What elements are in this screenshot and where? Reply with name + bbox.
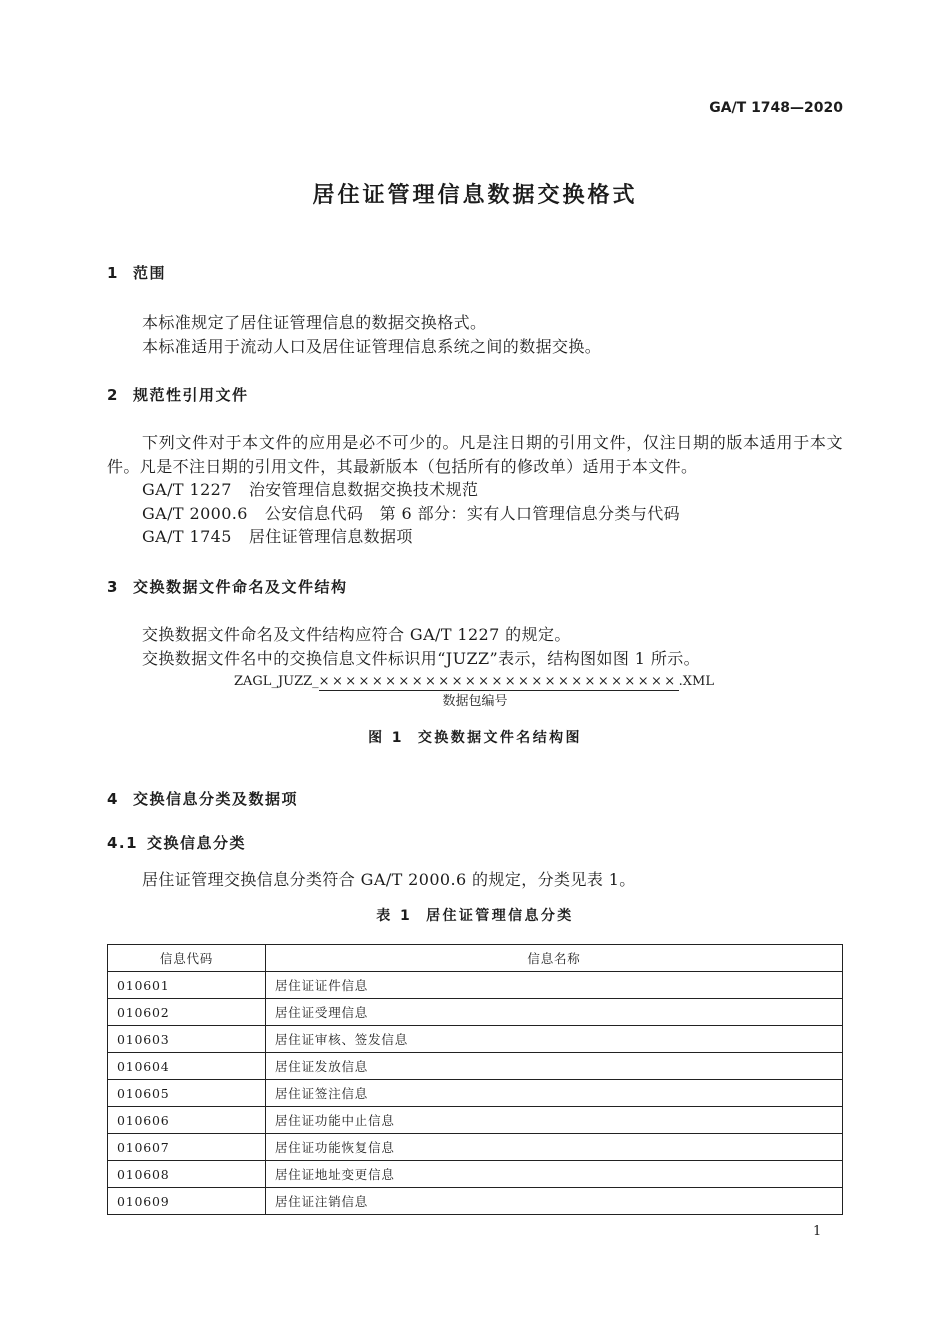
table-row <box>108 1026 843 1053</box>
section-4-1-paragraph: 居住证管理交换信息分类符合 GA/T 2000.6 的规定，分类见表 1。 <box>142 870 636 889</box>
section-4-heading: 交换信息分类及数据项 <box>133 790 299 808</box>
info-code-cell: 010606 <box>108 1107 266 1134</box>
info-name-cell: 居住证功能恢复信息 <box>266 1134 843 1161</box>
page-number: 1 <box>813 1224 822 1239</box>
figure-title: 交换数据文件名结构图 <box>417 730 582 746</box>
table-row <box>108 1080 843 1107</box>
reference-item <box>142 478 478 502</box>
reference-code: GA/T 2000.6 <box>142 504 248 523</box>
section-4-1-heading: 交换信息分类 <box>147 834 247 852</box>
table-header-code: 信息代码 <box>108 945 266 972</box>
table-row <box>108 1107 843 1134</box>
section-1-paragraph: 本标准适用于流动人口及居住证管理信息系统之间的数据交换。 <box>142 337 602 356</box>
placeholder-label: 数据包编号 <box>442 694 508 709</box>
reference-code: GA/T 1745 <box>142 527 232 546</box>
filename-suffix: .XML <box>678 674 715 689</box>
info-name-cell: 居住证证件信息 <box>266 972 843 999</box>
info-name-cell: 居住证审核、签发信息 <box>266 1026 843 1053</box>
classification-table <box>107 944 843 1215</box>
info-name-cell: 居住证受理信息 <box>266 999 843 1026</box>
info-code-cell: 010603 <box>108 1026 266 1053</box>
info-code-cell: 010605 <box>108 1080 266 1107</box>
info-name-cell: 居住证签注信息 <box>266 1080 843 1107</box>
table-row <box>108 1134 843 1161</box>
info-name-cell: 居住证地址变更信息 <box>266 1161 843 1188</box>
table-row <box>108 1161 843 1188</box>
info-code-cell: 010609 <box>108 1188 266 1215</box>
info-name-cell: 居住证发放信息 <box>266 1053 843 1080</box>
table-row <box>108 1188 843 1215</box>
table-header-name: 信息名称 <box>266 945 843 972</box>
filename-structure-figure <box>234 673 714 691</box>
reference-item <box>142 525 413 549</box>
info-code-cell: 010604 <box>108 1053 266 1080</box>
reference-title: 公安信息代码 第 6 部分：实有人口管理信息分类与代码 <box>264 504 681 523</box>
reference-title: 治安管理信息数据交换技术规范 <box>248 480 479 499</box>
reference-item <box>142 502 680 526</box>
table-number: 表 1 <box>376 908 413 924</box>
info-code-cell: 010601 <box>108 972 266 999</box>
table-header-row <box>108 945 843 972</box>
reference-title: 居住证管理信息数据项 <box>248 527 413 546</box>
section-1-heading: 范围 <box>133 264 167 282</box>
section-2-heading: 规范性引用文件 <box>133 386 249 404</box>
table-row <box>108 999 843 1026</box>
info-name-cell: 居住证功能中止信息 <box>266 1107 843 1134</box>
table-caption <box>0 905 950 927</box>
section-4-number: 4 <box>107 790 119 808</box>
figure-caption <box>0 727 950 749</box>
section-3-number: 3 <box>107 578 119 596</box>
table-row <box>108 1053 843 1080</box>
section-2-number: 2 <box>107 386 119 404</box>
page-title: 居住证管理信息数据交换格式 <box>312 183 638 208</box>
section-3-heading: 交换数据文件命名及文件结构 <box>133 578 348 596</box>
filename-placeholder: ××××××××××××××××××××××××××× <box>318 674 678 689</box>
section-3-paragraph: 交换数据文件命名及文件结构应符合 GA/T 1227 的规定。 <box>142 625 571 644</box>
info-code-cell: 010608 <box>108 1161 266 1188</box>
filename-prefix: ZAGL_JUZZ_ <box>234 674 319 689</box>
section-3-paragraph: 交换数据文件名中的交换信息文件标识用“JUZZ”表示，结构图如图 1 所示。 <box>142 649 701 668</box>
section-4-1-number: 4.1 <box>107 834 139 852</box>
figure-number: 图 1 <box>368 730 404 746</box>
info-code-cell: 010607 <box>108 1134 266 1161</box>
table-row <box>108 972 843 999</box>
section-1-paragraph: 本标准规定了居住证管理信息的数据交换格式。 <box>142 313 487 332</box>
reference-code: GA/T 1227 <box>142 480 232 499</box>
section-1-number: 1 <box>107 264 119 282</box>
section-2-intro: 下列文件对于本文件的应用是必不可少的。凡是注日期的引用文件，仅注日期的版本适用于本文件。凡是不注日期的引用文件，其最新版本（包括所有的修改单）适用于本文件。 <box>107 433 843 476</box>
document-number: GA/T 1748—2020 <box>709 100 843 116</box>
info-name-cell: 居住证注销信息 <box>266 1188 843 1215</box>
table-title: 居住证管理信息分类 <box>426 908 574 924</box>
info-code-cell: 010602 <box>108 999 266 1026</box>
